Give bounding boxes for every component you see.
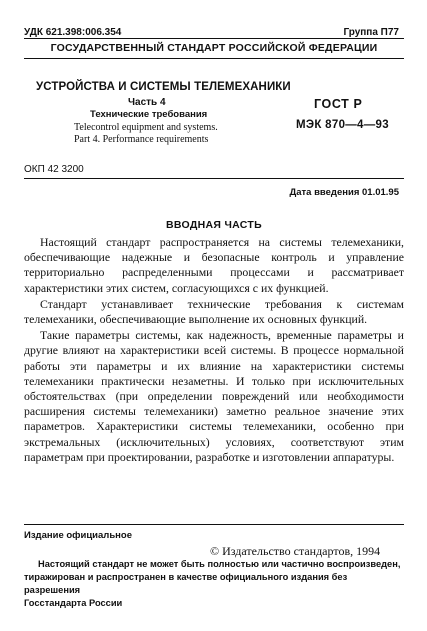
top-rule-1 — [24, 38, 404, 39]
document-topic: УСТРОЙСТВА И СИСТЕМЫ ТЕЛЕМЕХАНИКИ — [36, 81, 291, 93]
english-title-line-1: Telecontrol equipment and systems. — [74, 122, 218, 133]
paragraph-2: Стандарт устанавливает технические требования к системам телемеханики, обеспечивающие выполнение их основных функций. — [24, 296, 404, 327]
top-rule-2 — [24, 58, 404, 59]
edition-label: Издание официальное — [24, 530, 132, 541]
copyright-line: © Издательство стандартов, 1994 — [210, 544, 381, 558]
english-title-line-2: Part 4. Performance requirements — [74, 134, 209, 145]
document-part: Часть 4 — [128, 97, 166, 108]
document-subtitle: Технические требования — [90, 109, 208, 120]
paragraph-1: Настоящий стандарт распространяется на системы телемеханики, обеспечивающие надежные и безопасные контроль и управление территориально распределенными процессами и рассматривает характеристики этих систем, согласующихся с их функцией. — [24, 235, 404, 295]
paragraph-3: Такие параметры системы, как надежность, временные параметры и другие влияют на характеристики всей системы. В процессе нормальной работы эти параметры и их влияние на характеристики системы телемеханики практически незаметны. И только при исключительных обстоятельствах (при определении повреждений или необходимости расширения системы телемеханики) заметно реальное значение этих параметров. Характеристики системы телемеханики, особенно при экстремальных (исключительных) условиях, соответствуют этим параметрам при проектировании, разработке и изготовлении аппаратуры. — [24, 328, 404, 464]
udk-code: УДК 621.398:006.354 — [24, 27, 122, 38]
footer-rule — [24, 524, 404, 525]
okp-code: ОКП 42 3200 — [24, 164, 84, 175]
notice-line-3: Госстандарта России — [24, 598, 123, 608]
notice-line-1: Настоящий стандарт не может быть полностью или частично воспроизведен, — [38, 559, 401, 569]
state-standard-title: ГОСУДАРСТВЕННЫЙ СТАНДАРТ РОССИЙСКОЙ ФЕДЕРАЦИИ — [50, 42, 378, 54]
document-body — [24, 235, 404, 465]
introduction-date: Дата введения 01.01.95 — [289, 187, 399, 198]
reproduction-notice — [24, 558, 404, 610]
gost-label: ГОСТ Р — [314, 97, 363, 111]
okp-rule — [24, 178, 404, 179]
group-code: Группа П77 — [343, 27, 399, 38]
gost-number: МЭК 870—4—93 — [296, 119, 389, 131]
section-title: ВВОДНАЯ ЧАСТЬ — [166, 219, 262, 231]
notice-line-2: тиражирован и распространен в качестве официального издания без разрешения — [24, 572, 348, 595]
